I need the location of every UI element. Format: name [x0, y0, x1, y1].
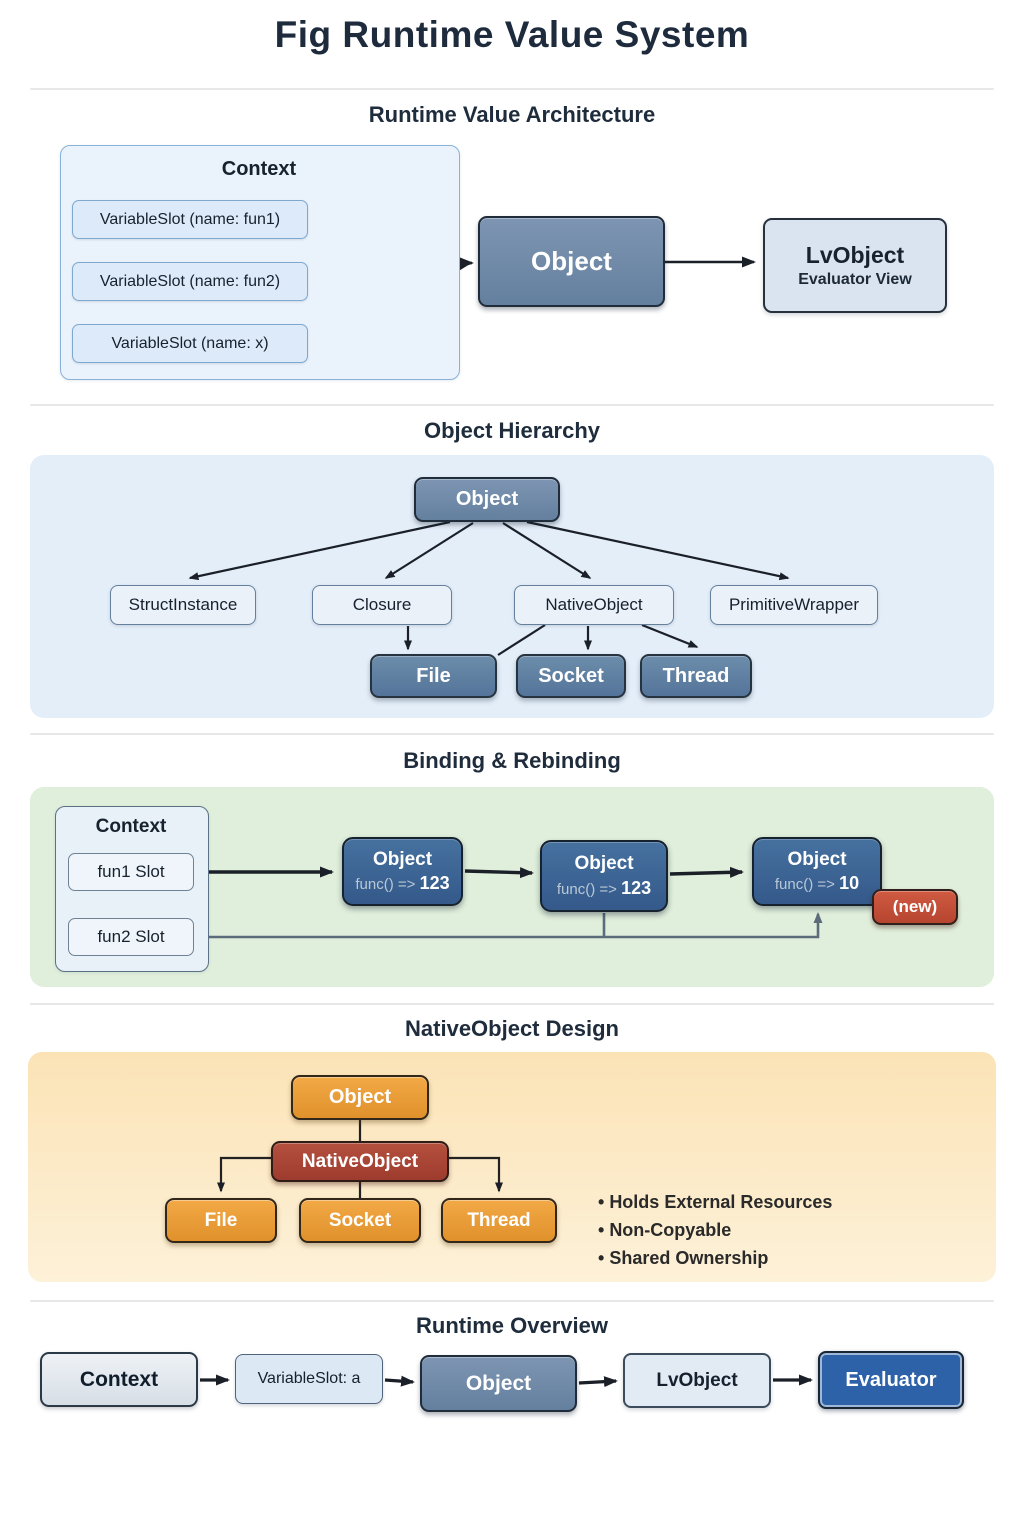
fun1-slot: fun1 Slot: [68, 853, 194, 891]
fun2-slot: fun2 Slot: [68, 918, 194, 956]
binding-object-2: Object func() => 123: [540, 840, 668, 912]
variable-slot-x: VariableSlot (name: x): [72, 324, 308, 363]
section-divider: [30, 1300, 994, 1302]
hierarchy-socket: Socket: [516, 654, 626, 698]
native-design-thread: Thread: [441, 1198, 557, 1243]
native-design-object: Object: [291, 1075, 429, 1120]
binding-object-1: Object func() => 123: [342, 837, 463, 906]
native-design-panel: [28, 1052, 996, 1282]
lvobject-title: LvObject: [805, 242, 905, 268]
section-divider: [30, 88, 994, 90]
section-divider: [30, 404, 994, 406]
native-design-heading: NativeObject Design: [405, 1016, 619, 1041]
hierarchy-nativeobject: NativeObject: [514, 585, 674, 625]
context-label: Context: [221, 158, 297, 180]
lvobject-box: [763, 218, 947, 313]
hierarchy-structinstance: StructInstance: [110, 585, 256, 625]
lvobject-subtitle: Evaluator View: [798, 271, 912, 288]
overview-heading: Runtime Overview: [416, 1313, 608, 1338]
section-divider: [30, 1003, 994, 1005]
overview-object: Object: [420, 1355, 577, 1412]
overview-evaluator: Evaluator: [818, 1351, 964, 1409]
hierarchy-primitivewrapper: PrimitiveWrapper: [710, 585, 878, 625]
hierarchy-thread: Thread: [640, 654, 752, 698]
binding-heading: Binding & Rebinding: [403, 748, 621, 773]
page-title: Fig Runtime Value System: [274, 14, 750, 55]
new-badge: (new): [872, 889, 958, 925]
native-design-socket: Socket: [299, 1198, 421, 1243]
hierarchy-file: File: [370, 654, 497, 698]
overview-context: Context: [40, 1352, 198, 1407]
architecture-heading: Runtime Value Architecture: [368, 102, 656, 127]
bullet-non-copyable: • Non-Copyable: [598, 1220, 731, 1241]
hierarchy-closure: Closure: [312, 585, 452, 625]
bullet-holds-external-resources: • Holds External Resources: [598, 1192, 832, 1213]
variable-slot-fun2: VariableSlot (name: fun2): [72, 262, 308, 301]
hierarchy-heading: Object Hierarchy: [423, 418, 601, 443]
variable-slot-fun1: VariableSlot (name: fun1): [72, 200, 308, 239]
section-divider: [30, 733, 994, 735]
object-box: Object: [478, 216, 665, 307]
binding-object-3: Object func() => 10: [752, 837, 882, 906]
native-design-nativeobject: NativeObject: [271, 1141, 449, 1182]
binding-context-label: Context: [95, 816, 167, 837]
hierarchy-root-object: Object: [414, 477, 560, 522]
overview-lvobject: LvObject: [623, 1353, 771, 1408]
native-design-file: File: [165, 1198, 277, 1243]
overview-variableslot: VariableSlot: a: [235, 1354, 383, 1404]
bullet-shared-ownership: • Shared Ownership: [598, 1248, 768, 1269]
